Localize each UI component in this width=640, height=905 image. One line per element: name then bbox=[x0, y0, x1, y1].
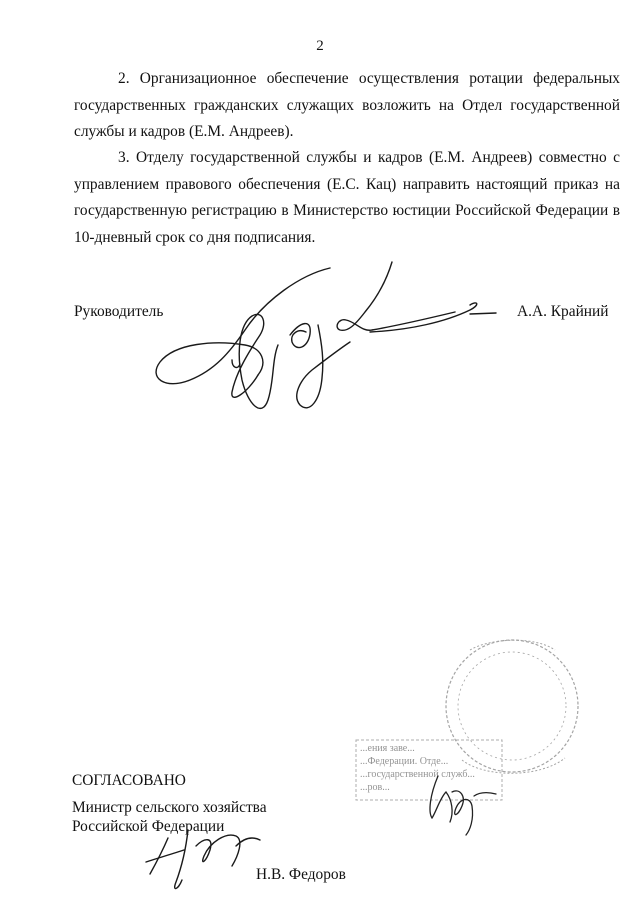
approval-position-line-2: Российской Федерации bbox=[72, 818, 225, 835]
stamp-line: ...ров... bbox=[360, 782, 390, 793]
signatory-title: Руководитель bbox=[74, 303, 164, 320]
paragraph-2-line-3: службы и кадров (Е.М. Андреев). bbox=[74, 123, 294, 140]
stamp-line: ...государственной служб... bbox=[360, 769, 475, 780]
stamp-line: ...ения заве... bbox=[360, 743, 415, 754]
paragraph-2-line-2: государственных гражданских служащих возложить на Отдел государственной bbox=[74, 96, 620, 114]
paragraph-3-line-1: 3. Отделу государственной службы и кадров (Е.М. Андреев) совместно с bbox=[118, 149, 620, 166]
paragraph-3-line-3: государственную регистрацию в Министерство юстиции Российской Федерации в bbox=[74, 202, 620, 219]
signatory-name: А.А. Крайний bbox=[517, 303, 609, 320]
paragraph-3-line-2: управлением правового обеспечения (Е.С. Кац) направить настоящий приказ на bbox=[74, 175, 620, 193]
paragraph-2-line-1: 2. Организационное обеспечение осуществления ротации федеральных bbox=[118, 70, 620, 87]
approval-name: Н.В. Федоров bbox=[256, 866, 346, 883]
page-number: 2 bbox=[316, 38, 324, 54]
approval-position-line-1: Министр сельского хозяйства bbox=[72, 799, 267, 816]
stamp-line: ...Федерации. Отде... bbox=[360, 756, 449, 767]
paragraph-3-line-4: 10-дневный срок со дня подписания. bbox=[74, 228, 316, 246]
approval-heading: СОГЛАСОВАНО bbox=[72, 772, 186, 789]
